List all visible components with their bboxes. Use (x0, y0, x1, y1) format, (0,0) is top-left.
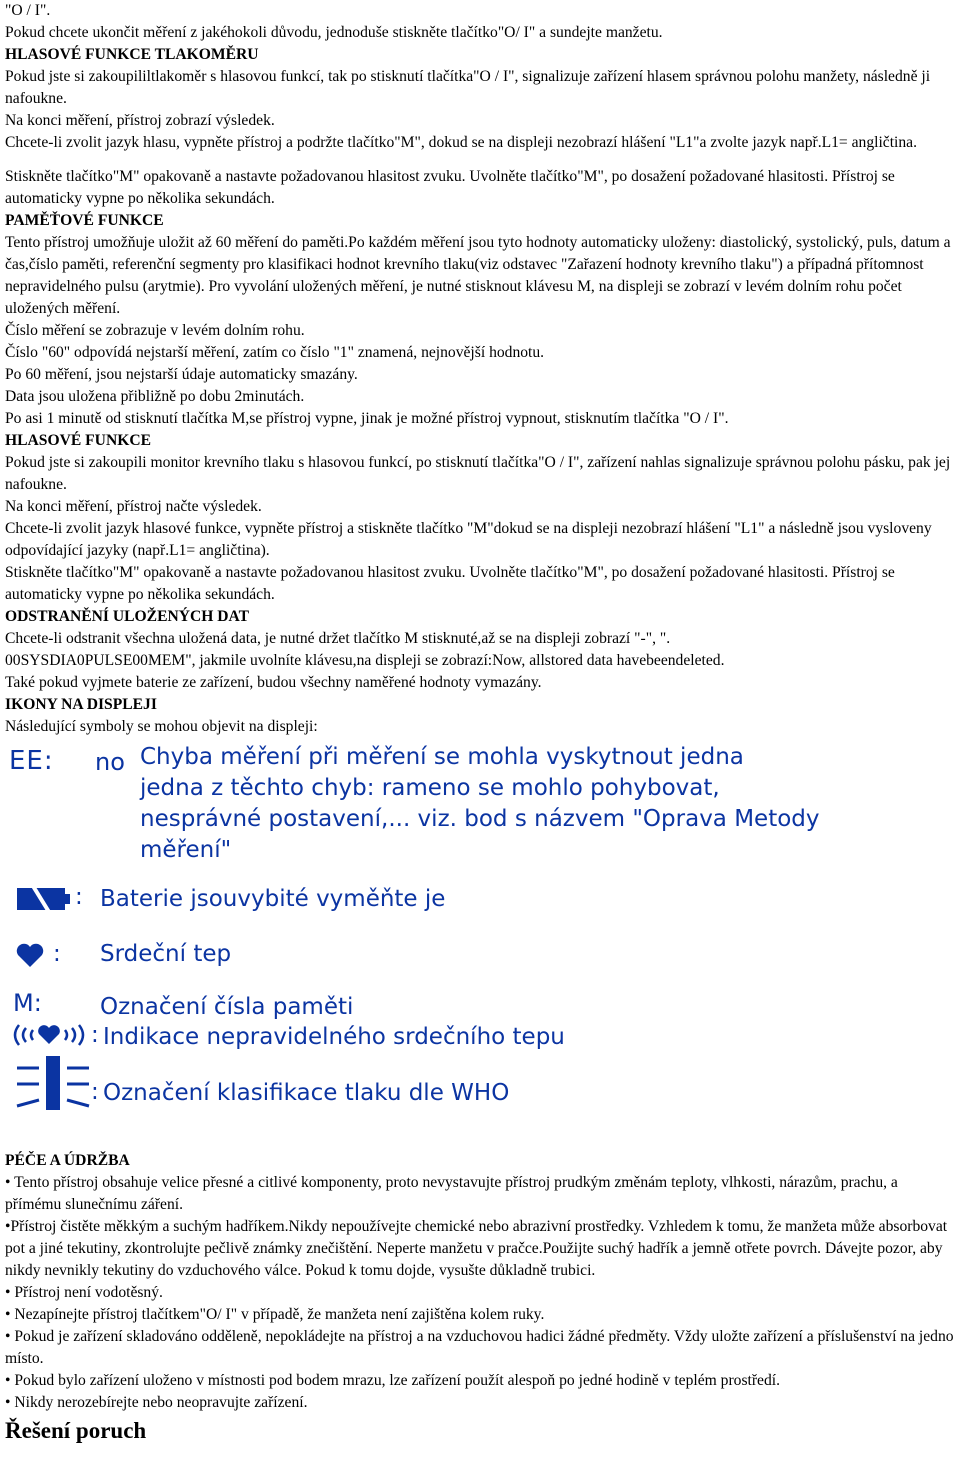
who-classification-icon (13, 1054, 93, 1114)
paragraph: Pokud jste si zakoupililtlakoměr s hlasovou funkcí, tak po stisknutí tlačítka"O / I", signalizuje zařízení hlasem správnou polohu manžety, následně ji nafoukne. (5, 68, 931, 107)
irregular-heartbeat-icon (9, 1020, 93, 1050)
section-care (5, 1150, 957, 1414)
paragraph: Stiskněte tlačítko"M" opakovaně a nastavte požadovanou hlasitost zvuku. Uvolněte tlačítko"M", po dosažení požadované hlasitosti. Přístroj se automaticky vypne po několika sekundách. (5, 564, 895, 603)
section-heading: PAMĚŤOVÉ FUNKCE (5, 212, 164, 229)
section-heading: IKONY NA DISPLEJI (5, 696, 157, 713)
error-line-1: Chyba měření při měření se mohla vyskytnout jedna (140, 744, 744, 770)
paragraph: • Přístroj není vodotěsný. (5, 1284, 163, 1301)
paragraph: • Nezapínejte přístroj tlačítkem"O/ I" v případě, že manžeta není zajištěna kolem ruky. (5, 1306, 545, 1323)
spacer (5, 154, 957, 166)
paragraph: Po 60 měření, jsou nejstarší údaje automaticky smazány. (5, 366, 358, 383)
error-description (140, 742, 820, 866)
who-colon: : (91, 1079, 99, 1105)
paragraph: Následující symboly se mohou objevit na displeji: (5, 718, 318, 735)
paragraph: • Tento přístroj obsahuje velice přesné a citlivé komponenty, proto nevystavujte přístroj prudkým změnám teploty, vlhkosti, nárazům, prachu, a přímému slunečnímu záření. (5, 1174, 898, 1213)
paragraph: Po asi 1 minutě od stisknutí tlačítka M,se přístroj vypne, jinak je možné přístroj vypnout, stisknutím tlačítka "O / I". (5, 410, 729, 427)
section-heading: ODSTRANĚNÍ ULOŽENÝCH DAT (5, 608, 250, 625)
error-line-4: měření" (140, 837, 232, 863)
paragraph: • Pokud bylo zařízení uloženo v místnosti pod bodem mrazu, lze zařízení použít alespoň po jedné hodině v teplém prostředí. (5, 1372, 780, 1389)
battery-low-icon (15, 882, 71, 916)
heart-colon: : (53, 941, 61, 967)
heart-description: Srdeční tep (100, 941, 232, 967)
paragraph: Pokud jste si zakoupili monitor krevního tlaku s hlasovou funkcí, po stisknutí tlačítka"O / I", zařízení nahlas signalizuje správnou polohu pásku, pak jej nafoukne. (5, 454, 951, 493)
paragraph: • Nikdy nerozebírejte nebo neopravujte zařízení. (5, 1394, 308, 1411)
section-top (5, 0, 957, 154)
no-symbol: no (95, 748, 125, 776)
paragraph: Chcete-li zvolit jazyk hlasové funkce, vypněte přístroj a stiskněte tlačítko "M"dokud se na displeji nezobrazí hlášení "L1" a následně jsou vysloveny odpovídající jazyky (např.L1= angličtina). (5, 520, 932, 559)
paragraph: Chcete-li odstranit všechna uložená data, je nutné držet tlačítko M stisknuté,až se na displeji zobrazí "-", ". (5, 630, 671, 647)
section-heading: PÉČE A ÚDRŽBA (5, 1152, 130, 1169)
battery-colon: : (75, 884, 83, 910)
paragraph: 00SYSDIA0PULSE00MEM", jakmile uvolníte klávesu,na displeji se zobrazí:Now, allstored data havebeendeleted. (5, 652, 725, 669)
paragraph: Stiskněte tlačítko"M" opakovaně a nastavte požadovanou hlasitost zvuku. Uvolněte tlačítko"M", po dosažení požadované hlasitosti. Přístroj se automaticky vypne po několika sekundách. (5, 168, 895, 207)
battery-description: Baterie jsouvybité vyměňte je (100, 886, 446, 912)
troubleshooting-title: Řešení poruch (5, 1418, 147, 1443)
display-icons-figure (5, 742, 957, 1136)
document-page (5, 0, 957, 1445)
paragraph: Chcete-li zvolit jazyk hlasu, vypněte přístroj a podržte tlačítko"M", dokud se na displeji nezobrazí hlášení "L1"a zvolte jazyk např.L1= angličtina. (5, 134, 917, 151)
paragraph: Číslo "60" odpovídá nejstarší měření, zatím co číslo "1" znamená, nejnovější hodnotu. (5, 344, 545, 361)
section-heading: HLASOVÉ FUNKCE TLAKOMĚRU (5, 46, 259, 63)
heart-icon (15, 942, 45, 968)
memory-symbol: M: (13, 989, 42, 1017)
paragraph: Data jsou uložena přibližně po dobu 2minutách. (5, 388, 305, 405)
paragraph: • Pokud je zařízení skladováno odděleně, nepokládejte na přístroj a na vzduchovou hadici žádné předměty. Vždy uložte zařízení a příslušenství na jedno místo. (5, 1328, 954, 1367)
paragraph: Pokud chcete ukončit měření z jakéhokoli důvodu, jednoduše stiskněte tlačítko"O/ I" a sundejte manžetu. (5, 24, 663, 41)
paragraph: Na konci měření, přístroj zobrazí výsledek. (5, 112, 275, 129)
paragraph: Tento přístroj umožňuje uložit až 60 měření do paměti.Po každém měření jsou tyto hodnoty automaticky uloženy: diastolický, systolický, puls, datum a čas,číslo paměti, referenční segmenty pro klasifikaci hodnot krevního tlaku(viz odstavec "Zařazení hodnoty krevního tlaku") a případná přítomnost nepravidelného pulsu (arytmie). Pro vyvolání uložených měření, je nutné stisknout klávesu M, na displeji se zobrazí v levém dolním rohu počet uložených měření. (5, 234, 951, 317)
error-line-3: nesprávné postavení,... viz. bod s názvem "Oprava Metody (140, 806, 820, 832)
irregular-description: Indikace nepravidelného srdečního tepu (103, 1024, 565, 1050)
paragraph: •Přístroj čistěte měkkým a suchým hadříkem.Nikdy nepoužívejte chemické nebo abrazivní prostředky. Vzhledem k tomu, že manžeta může absorbovat pot a jiné tekutiny, zkontrolujte pečlivě známky znečištění. Neperte manžetu v pračce.Použijte suchý hadřík a jemně otřete povrch. Dávejte pozor, aby nikdy nevnikly tekutiny do vzduchového válce. Pokud k tomu dojde, vysušte důkladně trubici. (5, 1218, 948, 1279)
memory-description: Označení čísla paměti (100, 994, 354, 1020)
paragraph: Na konci měření, přístroj načte výsledek. (5, 498, 262, 515)
paragraph: "O / I". (5, 2, 51, 19)
paragraph: Také pokud vyjmete baterie ze zařízení, budou všechny naměřené hodnoty vymazány. (5, 674, 542, 691)
paragraph: Číslo měření se zobrazuje v levém dolním rohu. (5, 322, 305, 339)
ee-error-symbol: EE: (9, 746, 54, 776)
who-description: Označení klasifikace tlaku dle WHO (103, 1080, 510, 1106)
section-heading: HLASOVÉ FUNKCE (5, 432, 151, 449)
error-line-2: jedna z těchto chyb: rameno se mohlo pohybovat, (140, 775, 720, 801)
irregular-colon: : (91, 1022, 99, 1048)
section-middle (5, 166, 957, 738)
